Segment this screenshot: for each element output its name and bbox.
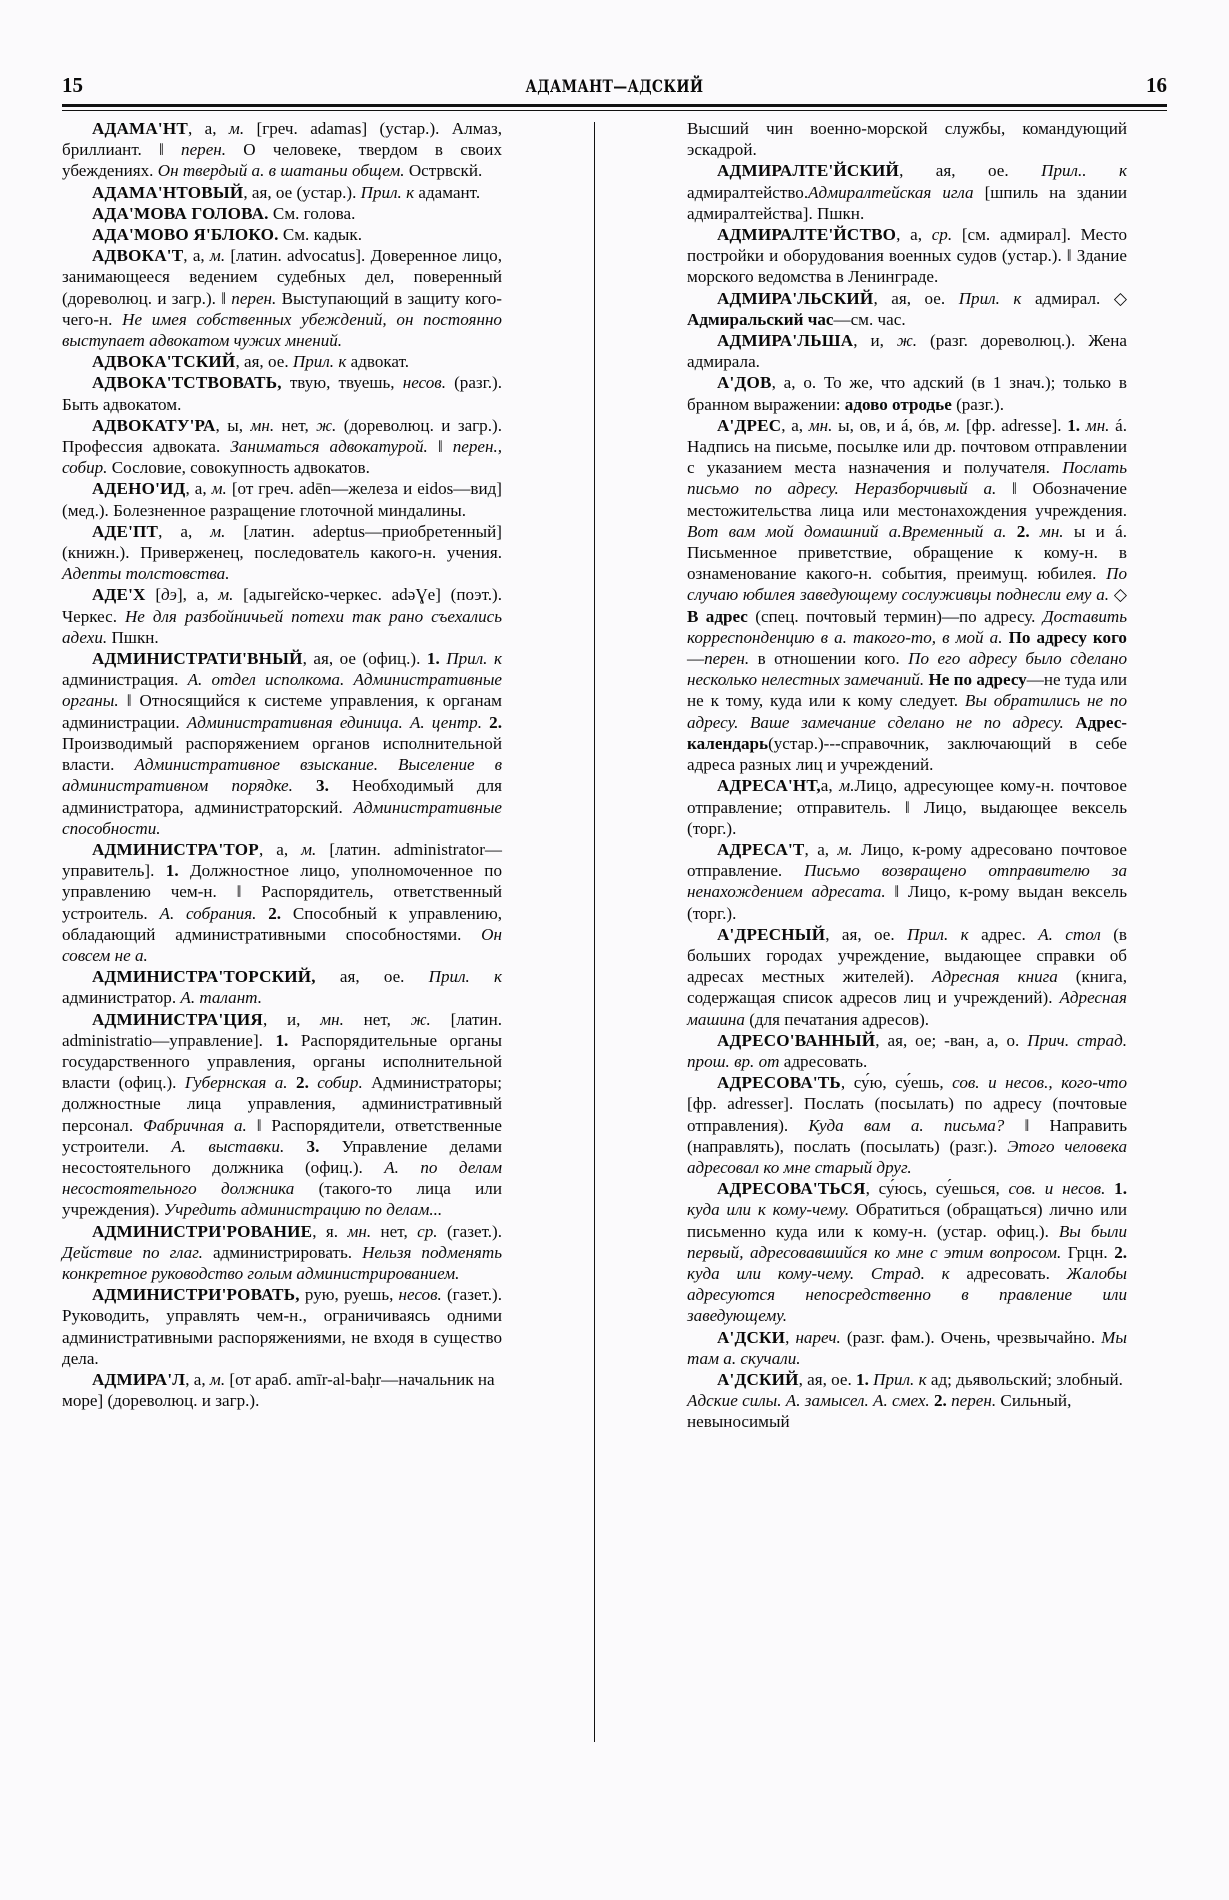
dictionary-entry: АДАМА'НТОВЫЙ, ая, ое (устар.). Прил. к адамант. bbox=[92, 182, 481, 202]
dictionary-entry: АДВОКАТУ'РА, ы, мн. нет, ж. (дореволюц. и загр.). Профессия адвоката. Заниматься адвокатурой. ‖ перен., собир. Сословие, совокупность адвокатов. bbox=[62, 415, 502, 478]
dictionary-entry: АДРЕСОВА'ТЬ, су́ю, су́ешь, сов. и несов., кого-что [фр. adresser]. Послать (посылать) по адресу (почтовые отправления). Куда вам а. письма? ‖ Направить (направлять), послать (посылать) (разг.). Этого человека адресовал ко мне старый друг. bbox=[687, 1073, 1127, 1177]
running-title: АДАМАНТ—АДСКИЙ bbox=[525, 77, 704, 97]
dictionary-entry: А'ДРЕС, а, мн. ы, ов, и á, óв, м. [фр. adresse]. 1. мн. á. Надпись на письме, посылке или др. почтовом отправлении с указанием места назначения и получателя. Послать письмо по адресу. Неразборчивый а. ‖ Обозначение местожительства лица или местонахождения учреждения. Вот вам мой домашний а.Временный а. 2. мн. ы и á. Письменное приветствие, обращение к кому-н. в ознаменование какого-н. события, преимущ. юбилея. По случаю юбилея заведующему сослуживцы поднесли ему а. ◇ В адрес (спец. почтовый термин)—по адресу. Доставить корреспонденцию в а. такого-то, в мой а. По адресу кого—перен. в отношении кого. По его адресу было сделано несколько нелестных замечаний. Не по адресу—не туда или не к тому, куда или к кому следует. Вы обратились не по адресу. Ваше замечание сделано не по адресу. Адрес-календарь(устар.)---справочник, заключающий в себе адреса разных лиц и учреждений. bbox=[687, 415, 1128, 775]
left-column bbox=[62, 118, 502, 1778]
header-double-rule bbox=[62, 104, 1167, 111]
dictionary-entry: АДРЕСО'ВАННЫЙ, ая, ое; -ван, а, о. Прич. страд. прош. вр. от адресовать. bbox=[687, 1030, 1127, 1071]
dictionary-entry: АДМИНИСТРАТИ'ВНЫЙ, ая, ое (офиц.). 1. Прил. к администрация. А. отдел исполкома. Административные органы. ‖ Относящийся к системе управления, к органам администрации. Административная единица. А. центр. 2. Производимый распоряжением органов исполнительной власти. Административное взыскание. Выселение в административном порядке. 3. Необходимый для администратора, администраторский. Административные способности. bbox=[62, 649, 502, 838]
column-container bbox=[62, 118, 1167, 1778]
dictionary-entry: АДМИНИСТРА'ЦИЯ, и, мн. нет, ж. [латин. administratio—управление]. 1. Распорядительные органы государственного управления, органы исполнительной власти (офиц.). Губернская а. 2. собир. Администраторы; должностные лица управления, административный персонал. Фабричная а. ‖ Распорядители, ответственные устроители. А. выставки. 3. Управление делами несостоятельного должника (офиц.). А. по делам несостоятельного должника (такого-то лица или учреждения). Учредить администрацию по делам... bbox=[62, 1009, 502, 1220]
dictionary-entry: АДРЕСОВА'ТЬСЯ, су́юсь, су́ешься, сов. и несов. 1. куда или к кому-чему. Обратиться (обращаться) лично или письменно куда или к кому-н. (устар. офиц.). Вы были первый, адресовавшийся ко мне с этим вопросом. Грцн. 2. куда или кому-чему. Страд. к адресовать. Жалобы адресуются непосредственно в правление или заведующему. bbox=[687, 1179, 1128, 1326]
dictionary-entry: АДРЕСА'Т, а, м. Лицо, к-рому адресовано почтовое отправление. Письмо возвращено отправителю за ненахождением адресата. ‖ Лицо, к-рому выдан вексель (торг.). bbox=[687, 839, 1128, 923]
dictionary-entry: АДЕНО'ИД, а, м. [от греч. adēn—железа и eidos—вид] (мед.). Болезненное разращение глоточной миндалины. bbox=[62, 479, 502, 520]
dictionary-entry: АДМИРАЛТЕ'ЙСТВО, а, ср. [см. адмирал]. Место постройки и оборудования военных судов (устар.). ‖ Здание морского ведомства в Ленинграде. bbox=[687, 225, 1127, 287]
dictionary-entry: АДМИНИСТРИ'РОВАНИЕ, я. мн. нет, ср. (газет.). Действие по глаг. администрировать. Нельзя подменять конкретное руководство голым администрированием. bbox=[62, 1221, 502, 1283]
dictionary-entry: АДМИНИСТРИ'РОВАТЬ, рую, руешь, несов. (газет.). Руководить, управлять чем-н., ограничиваясь одними административными распоряжениями, не входя в существо дела. bbox=[62, 1285, 502, 1368]
dictionary-entry: АДЕ'Х [дэ], а, м. [адыгейско-черкес. adəƔe] (поэт.). Черкес. Не для разбойничьей потехи так рано съехались адехи. Пшкн. bbox=[62, 585, 503, 647]
dictionary-entry: А'ДОВ, а, о. То же, что адский (в 1 знач.); только в бранном выражении: адово отродье (разг.). bbox=[687, 373, 1127, 414]
dictionary-entry: АДМИНИСТРА'ТОРСКИЙ, ая, ое. Прил. к администратор. А. талант. bbox=[62, 967, 502, 1008]
folio-left: 15 bbox=[62, 73, 83, 97]
running-head bbox=[62, 62, 1167, 96]
dictionary-entry: АДМИРА'ЛЬША, и, ж. (разг. дореволюц.). Жена адмирала. bbox=[687, 331, 1127, 372]
dictionary-entry: А'ДСКИЙ, ая, ое. 1. Прил. к ад; дьявольский; злобный. Адские силы. А. замысел. А. смех. 2. перен. Сильный, невыносимый bbox=[687, 1369, 1123, 1432]
dictionary-entry: АДВОКА'ТСТВОВАТЬ, твую, твуешь, несов. (разг.). Быть адвокатом. bbox=[62, 373, 502, 414]
dictionary-entry: АДМИРАЛТЕ'ЙСКИЙ, ая, ое. Прил.. к адмиралтейство.Адмиралтейская игла [шпиль на здании адмиралтейства]. Пшкн. bbox=[687, 161, 1128, 223]
dictionary-entry: А'ДСКИ, нареч. (разг. фам.). Очень, чрезвычайно. Мы там а. скучали. bbox=[687, 1327, 1127, 1368]
dictionary-entry: АДА'МОВО Я'БЛОКО. См. кадык. bbox=[92, 225, 362, 245]
dictionary-entry: АДВОКА'ТСКИЙ, ая, ое. Прил. к адвокат. bbox=[92, 352, 410, 372]
column-divider bbox=[594, 122, 595, 1742]
dictionary-entry: АДА'МОВА ГОЛОВА. См. голова. bbox=[92, 203, 356, 223]
entry-continuation: Высший чин военно-морской службы, командующий эскадрой. bbox=[687, 119, 1127, 160]
rule-thin bbox=[62, 110, 1167, 111]
dictionary-entry: АДРЕСА'НТ,а, м.Лицо, адресующее кому-н. почтовое отправление; отправитель. ‖ Лицо, выдающее вексель (торг.). bbox=[687, 776, 1128, 838]
dictionary-entry: А'ДРЕСНЫЙ, ая, ое. Прил. к адрес. А. стол (в больших городах учреждение, выдающее справки об адресах местных жителей). Адресная книга (книга, содержащая список адресов лиц и учреждений). Адресная машина (для печатания адресов). bbox=[687, 924, 1127, 1029]
dictionary-entry: АДМИРА'Л, а, м. [от араб. amīr-al-baḥr—начальник на море] (дореволюц. и загр.). bbox=[62, 1369, 495, 1411]
dictionary-entry: АДМИНИСТРА'ТОР, а, м. [латин. administrator—управитель]. 1. Должностное лицо, уполномоченное по управлению чем-н. ‖ Распорядитель, ответственный устроитель. А. собрания. 2. Способный к управлению, обладающий административными способностями. Он совсем не а. bbox=[62, 839, 503, 965]
dictionary-entry: АДЕ'ПТ, а, м. [латин. adeptus—приобретенный] (книжн.). Приверженец, последователь какого-н. учения. Адепты толстовства. bbox=[62, 521, 502, 584]
dictionary-entry: АДАМА'НТ, а, м. [греч. adamas] (устар.). Алмаз, бриллиант. ‖ перен. О человеке, твердом в своих убеждениях. Он твердый а. в шатаньи общем. Острвскй. bbox=[62, 119, 502, 181]
dictionary-entry: АДВОКА'Т, а, м. [латин. advocatus]. Доверенное лицо, занимающееся ведением судебных дел, поверенный (дореволюц. и загр.). ‖ перен. Выступающий в защиту кого-чего-н. Не имея собственных убеждений, он постоянно выступает адвокатом чужих мнений. bbox=[62, 246, 502, 351]
folio-right: 16 bbox=[1146, 73, 1167, 97]
right-column bbox=[687, 118, 1127, 1778]
dictionary-entry: АДМИРА'ЛЬСКИЙ, ая, ое. Прил. к адмирал. ◇ Адмиральский час—см. час. bbox=[687, 288, 1127, 329]
